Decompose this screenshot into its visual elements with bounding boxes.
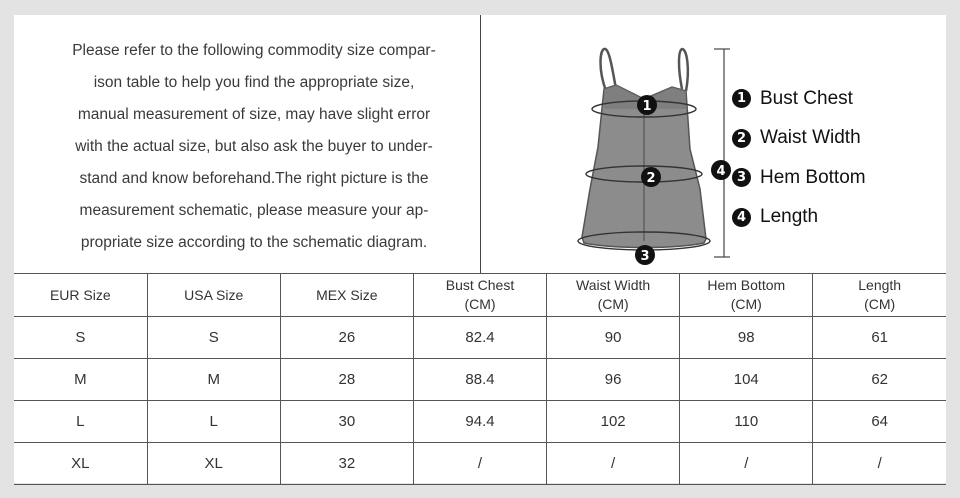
table-row bbox=[14, 359, 946, 401]
table-cell: 110 bbox=[680, 401, 813, 443]
legend-label: Hem Bottom bbox=[760, 166, 866, 188]
description-line: ison table to help you find the appropriate size, bbox=[93, 74, 415, 91]
header-hem-bottom: Hem Bottom (CM) bbox=[680, 274, 813, 317]
table-cell: L bbox=[147, 401, 280, 443]
garment-measurement-diagram bbox=[554, 29, 734, 273]
legend-item-bust-chest bbox=[732, 79, 866, 119]
table-cell: 90 bbox=[547, 317, 680, 359]
table-cell: 61 bbox=[813, 317, 946, 359]
table-cell: 102 bbox=[547, 401, 680, 443]
table-cell: M bbox=[14, 359, 147, 401]
table-cell: L bbox=[14, 401, 147, 443]
description-line: measurement schematic, please measure your ap- bbox=[79, 202, 429, 219]
size-chart-sheet bbox=[14, 15, 946, 483]
table-cell: XL bbox=[14, 443, 147, 485]
marker-3-icon bbox=[635, 245, 655, 265]
header-waist-width: Waist Width (CM) bbox=[547, 274, 680, 317]
table-cell: S bbox=[147, 317, 280, 359]
legend-item-waist-width bbox=[732, 119, 866, 159]
description-line: stand and know beforehand.The right picture is the bbox=[79, 170, 429, 187]
table-cell: 94.4 bbox=[413, 401, 546, 443]
legend-item-hem-bottom bbox=[732, 158, 866, 198]
number-1-icon: 1 bbox=[732, 89, 751, 108]
header-usa-size: USA Size bbox=[147, 274, 280, 317]
table-row bbox=[14, 443, 946, 485]
vertical-divider bbox=[480, 15, 481, 273]
header-bust-chest: Bust Chest (CM) bbox=[413, 274, 546, 317]
table-cell: M bbox=[147, 359, 280, 401]
legend-item-length bbox=[732, 198, 866, 238]
table-cell: XL bbox=[147, 443, 280, 485]
right-strap bbox=[679, 49, 688, 91]
table-cell: 28 bbox=[280, 359, 413, 401]
info-section bbox=[14, 15, 946, 273]
header-eur-size: EUR Size bbox=[14, 274, 147, 317]
number-3-icon: 3 bbox=[732, 168, 751, 187]
svg-text:4: 4 bbox=[716, 164, 726, 179]
table-cell: / bbox=[813, 443, 946, 485]
table-cell: 64 bbox=[813, 401, 946, 443]
table-cell: 96 bbox=[547, 359, 680, 401]
table-cell: 88.4 bbox=[413, 359, 546, 401]
measurement-legend bbox=[732, 79, 866, 237]
legend-label: Waist Width bbox=[760, 127, 861, 149]
left-strap bbox=[601, 49, 617, 91]
description-line: manual measurement of size, may have slight error bbox=[77, 106, 431, 123]
number-4-icon: 4 bbox=[732, 208, 751, 227]
table-cell: 62 bbox=[813, 359, 946, 401]
description-line: with the actual size, but also ask the buyer to under- bbox=[75, 138, 433, 155]
table-row bbox=[14, 317, 946, 359]
svg-text:3: 3 bbox=[640, 249, 650, 264]
table-cell: / bbox=[547, 443, 680, 485]
legend-label: Bust Chest bbox=[760, 87, 853, 109]
legend-label: Length bbox=[760, 206, 819, 228]
header-length: Length (CM) bbox=[813, 274, 946, 317]
description-line: propriate size according to the schematic diagram. bbox=[80, 234, 428, 251]
marker-2-icon bbox=[641, 167, 661, 187]
table-cell: 98 bbox=[680, 317, 813, 359]
marker-4-icon bbox=[711, 160, 731, 180]
table-cell: / bbox=[680, 443, 813, 485]
svg-text:2: 2 bbox=[646, 171, 656, 186]
size-table bbox=[14, 273, 946, 485]
table-cell: / bbox=[413, 443, 546, 485]
table-header-row bbox=[14, 274, 946, 317]
table-cell: S bbox=[14, 317, 147, 359]
table-cell: 82.4 bbox=[413, 317, 546, 359]
table-cell: 104 bbox=[680, 359, 813, 401]
marker-1-icon bbox=[637, 95, 657, 115]
table-cell: 26 bbox=[280, 317, 413, 359]
header-mex-size: MEX Size bbox=[280, 274, 413, 317]
table-cell: 32 bbox=[280, 443, 413, 485]
description-line: Please refer to the following commodity size compar- bbox=[72, 42, 436, 59]
table-cell: 30 bbox=[280, 401, 413, 443]
size-description bbox=[34, 35, 474, 259]
table-row bbox=[14, 401, 946, 443]
number-2-icon: 2 bbox=[732, 129, 751, 148]
svg-text:1: 1 bbox=[642, 99, 652, 114]
